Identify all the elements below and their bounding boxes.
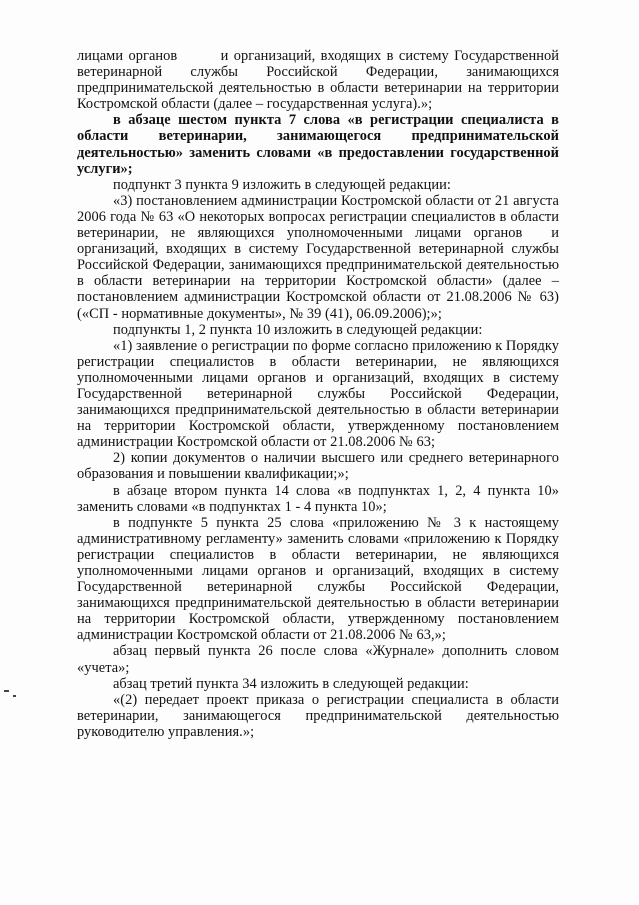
paragraph-5: подпункты 1, 2 пункта 10 изложить в следующей редакции: xyxy=(113,321,483,338)
paragraph-12: «(2) передает проект приказа о регистрации специалиста в области ветеринарии, занимающегося предпринимательской деятельностью руководителю управления.»; xyxy=(77,691,559,740)
paragraph-7: 2) копии документов о наличии высшего или среднего ветеринарного образования и повышении квалификации;»; xyxy=(77,450,559,483)
scan-mark xyxy=(13,695,16,697)
paragraph-3: подпункт 3 пункта 9 изложить в следующей редакции: xyxy=(113,176,451,193)
paragraph-1: лицами органов и организаций, входящих в систему Государственной ветеринарной службы Российской Федерации, занимающихся предпринимательской деятельностью в области ветеринарии на территории Костромской области (далее – государственная услуга).»; xyxy=(77,48,559,113)
paragraph-8: в абзаце втором пункта 14 слова «в подпунктах 1, 2, 4 пункта 10» заменить словами «в подпунктах 1 - 4 пункта 10»; xyxy=(77,482,559,515)
paragraph-2: в абзаце шестом пункта 7 слова «в регистрации специалиста в области ветеринарии, занимающегося предпринимательской деятельностью» заменить словами «в предоставлении государственной услуги»; xyxy=(77,112,559,177)
paragraph-10: абзац первый пункта 26 после слова «Журнале» дополнить словом «учета»; xyxy=(77,643,559,676)
document-body xyxy=(77,48,559,740)
paragraph-9: в подпункте 5 пункта 25 слова «приложению № 3 к настоящему административному регламенту» заменить словами «приложению к Порядку регистрации специалистов в области ветеринарии, не являющихся уполномоченными лицами органов и организаций, входящих в систему Государственной ветеринарной службы Российской Федерации, занимающихся предпринимательской деятельностью в области ветеринарии на территории Костромской области, утвержденному постановлением администрации Костромской области от 21.08.2006 № 63,»; xyxy=(77,514,559,644)
scan-mark xyxy=(4,690,9,692)
paragraph-6: «1) заявление о регистрации по форме согласно приложению к Порядку регистрации специалистов в области ветеринарии, не являющихся уполномоченными лицами органов и организаций, входящих в систему Государственной ветеринарной службы Российской Федерации, занимающихся предпринимательской деятельностью в области ветеринарии на территории Костромской области, утвержденному постановлением администрации Костромской области от 21.08.2006 № 63; xyxy=(77,337,559,451)
paragraph-4: «3) постановлением администрации Костромской области от 21 августа 2006 года № 63 «О некоторых вопросах регистрации специалистов в области ветеринарии, не являющихся уполномоченными лицами органов и организаций, входящих в систему Государственной ветеринарной службы Российской Федерации, занимающихся предпринимательской деятельностью в области ветеринарии на территории Костромской области» (далее – постановлением администрации Костромской области от 21.08.2006 № 63) («СП - нормативные документы», № 39 (41), 06.09.2006);»; xyxy=(77,192,559,322)
paragraph-11: абзац третий пункта 34 изложить в следующей редакции: xyxy=(113,675,469,692)
